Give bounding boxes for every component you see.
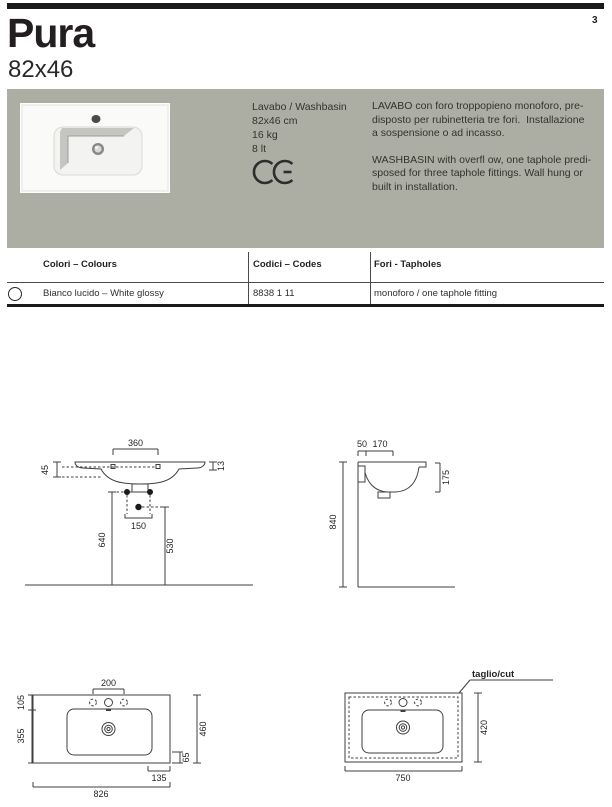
dim-65 <box>172 752 191 763</box>
dim-640 <box>97 492 116 585</box>
description-english-line: built in installation. <box>372 180 458 193</box>
side-section-drawing <box>325 425 465 600</box>
description-italian-line: disposto per rubinetteria tre fori. Installazione <box>372 113 585 126</box>
front-elevation-drawing <box>20 425 265 600</box>
basin-outline <box>345 693 462 762</box>
overflow-slot <box>401 710 406 713</box>
cut-callout <box>459 669 553 693</box>
spec-line: 16 kg <box>252 129 278 141</box>
dim-360 <box>113 438 158 455</box>
dim-label-360: 360 <box>127 438 144 448</box>
description-english-line: WASHBASIN with overfl ow, one taphole predi- <box>372 153 592 166</box>
product-info-band <box>7 89 604 248</box>
table-divider <box>370 252 371 304</box>
basin-profile <box>75 462 205 484</box>
taphole-center <box>399 699 407 707</box>
dim-label-420: 420 <box>479 719 489 736</box>
description-english-line: sposed for three taphole fittings. Wall hung or <box>372 167 583 179</box>
table-cell-color: Bianco lucido – White glossy <box>43 288 164 299</box>
dim-label-200: 200 <box>100 678 117 688</box>
dim-label-45: 45 <box>40 464 50 476</box>
dim-200 <box>93 678 124 694</box>
dim-label-175: 175 <box>441 469 451 486</box>
column-header-colours: Colori – Colours <box>43 259 117 270</box>
dim-420 <box>474 693 489 762</box>
dim-135 <box>148 766 170 783</box>
description-italian-line: LAVABO con foro troppopieno monoforo, pre- <box>372 100 584 112</box>
drain-stub <box>378 492 390 498</box>
taphole-right-predisposed <box>121 699 128 706</box>
dim-label-105: 105 <box>16 694 26 711</box>
wall-bracket <box>358 466 365 482</box>
dim-label-640: 640 <box>97 532 107 548</box>
dim-13 <box>209 461 226 471</box>
table-header-rule <box>7 282 604 283</box>
dim-label-50: 50 <box>356 439 368 449</box>
description-italian-line: a sospensione o ad incasso. <box>372 127 505 139</box>
dim-label-135: 135 <box>151 773 167 783</box>
product-description <box>372 100 591 194</box>
taphole-right-predisposed <box>415 699 422 706</box>
top-rule <box>7 3 604 9</box>
page-title: Pura <box>7 10 95 56</box>
dim-label-13: 13 <box>216 460 226 472</box>
dim-150 <box>125 514 152 531</box>
table-cell-tapholes: monoforo / one taphole fitting <box>374 288 498 299</box>
basin-deck <box>358 462 426 467</box>
column-header-codes: Codici – Codes <box>253 259 322 270</box>
ce-mark-icon <box>252 157 296 187</box>
dim-label-170: 170 <box>372 439 388 449</box>
drain-trap <box>132 484 148 492</box>
dim-826 <box>33 782 170 799</box>
table-divider <box>248 252 249 304</box>
countertop-cut-drawing <box>338 660 558 788</box>
fixing-hole-dot <box>124 489 130 495</box>
table-cell-code: 8838 1 11 <box>253 288 295 299</box>
dim-50-170 <box>357 439 393 456</box>
dim-175 <box>435 463 451 492</box>
spec-line: 8 lt <box>252 143 267 155</box>
dim-label-530: 530 <box>165 538 175 554</box>
spec-line: 82x46 cm <box>252 115 298 127</box>
dim-460 <box>193 695 208 763</box>
dim-label-65: 65 <box>181 752 191 763</box>
cut-callout-label: taglio/cut <box>472 669 515 680</box>
taphole-left-predisposed <box>385 699 392 706</box>
dim-750 <box>345 766 462 783</box>
drain <box>102 723 115 736</box>
taphole-left-predisposed <box>90 699 97 706</box>
bowl-section <box>358 467 419 492</box>
table-bottom-rule <box>7 304 604 307</box>
taphole-center <box>105 699 113 707</box>
drain <box>397 721 410 734</box>
overflow-slot <box>106 709 111 712</box>
dim-530 <box>161 507 175 585</box>
spec-line: Lavabo / Washbasin <box>252 101 347 113</box>
dim-label-355: 355 <box>16 728 26 744</box>
drain-center-dot <box>135 504 141 510</box>
product-specs <box>252 100 347 156</box>
plan-view-drawing <box>14 676 216 802</box>
dim-label-826: 826 <box>93 789 109 799</box>
dim-label-150: 150 <box>130 521 147 531</box>
color-swatch-white-glossy <box>8 287 22 301</box>
dim-840 <box>328 462 347 587</box>
taphole-photo <box>92 115 101 123</box>
dim-label-840: 840 <box>328 514 338 530</box>
fixing-hole-dot <box>147 489 153 495</box>
bowl-outline <box>67 709 152 755</box>
dim-label-750: 750 <box>395 773 411 783</box>
column-header-tapholes: Fori - Tapholes <box>374 259 442 270</box>
product-size-subtitle: 82x46 <box>8 56 74 83</box>
product-photo <box>20 103 170 193</box>
dim-label-460: 460 <box>198 721 208 737</box>
page-number: 3 <box>592 15 598 26</box>
